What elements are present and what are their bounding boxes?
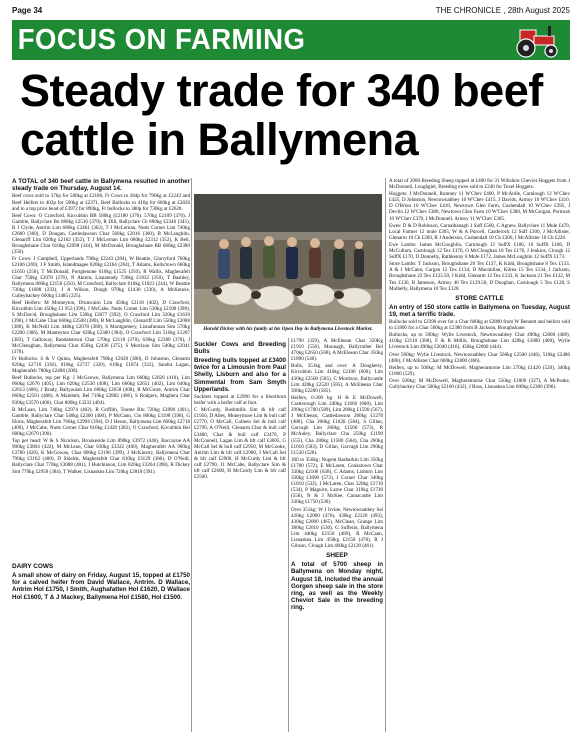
column-1 xyxy=(12,178,190,558)
paragraph: Ewes: D & D Robinson, Carnalbanagh 1 Suff £560, C Agnew, Ballyclare 11 Mule £470, Local Farmer 12 mule £305, W & A Purcell, Castlerock 12 Suff £300, J McAllister, Glenarm 10 Ch £260, R J Anderson, Cushendall 10 Ch £300, I McAllister 10 Ch £220. xyxy=(389,222,570,241)
page-header xyxy=(12,4,570,16)
paragraph: Ewe Lambs: James McGoughlin, Carnlough 12 SuffX £186, 10 SuffX £186, D McCullum, Carnlough 12 Tex £176, O McCloughan 10 Tex £176, J Jenkins, Clough 12 SuffX £170, D Donnelly, Rathkenny 6 Mule £172, James McLoughlin 12 SuffX £173. xyxy=(389,241,570,261)
paragraph: Bullocks, up to 500kg: Wylie Livestock, Newtownabbey Char 490kg £2000 (408), 410kg £2110 (388), F & R Millin, Broughshane Lim 420kg £1680 (400), Wylie Livestock Lim 490kg £2040 (416), 450kg £2000 (444). xyxy=(389,332,570,351)
paragraph: Beef cows sold to 376p for 580kg at £2180, Fr Cows to 284p for 790kg at £2243 and Beef Heifers to 402p for 590kg at £2371. Beef Bullocks to 410p for 660kg at £2826 and to a top price head of £3972 for 890kg, Fr bullocks to 380p for 730kg at £2628. xyxy=(12,193,190,212)
sheep-intro: A total of 5700 sheep in Ballymena on Monday night, August 18, included the annual Gorgen sheep sale in the store ring, as well as the Weekly Cheviot Sale in the breeding ring. xyxy=(291,561,383,612)
column-divider xyxy=(288,338,289,732)
column-divider xyxy=(385,178,386,732)
paragraph: Beef Bullocks, top per Kg: J McGeown, Ballymena Lim 660kg £2826 (410), Lim 660kg £2676 (405), Lim 620kg £2530 (408), Lim 660kg £2651 (402), Lim 640kg £2613 (406), J Brady, Ballyoulah Lim 600kg £2658 (408), R McGuire, Antrim Char 660kg £2561 (408), A Mainbelt, Bel 710kg £2882 (406), S Rodgers, Maghera Char 930kg £3570 (400), Char 800kg £3232 (404). xyxy=(12,375,190,406)
section-banner xyxy=(12,20,570,60)
masthead: THE CHRONICLE , 28th August 2025 xyxy=(435,5,570,15)
paragraph: R McLean, Lim 740kg £2974 (402), R Griffith, Toome Blu 720kg £2890 (401), Gamble, Ballyclare Char 540kg £2300 (400), P McCann, Clo 800kg £3198 (398), G Ekins, Magherafelt Lim 760kg £2994 (394), D J Heron, Ballymena Lim 660kg £2718 (400), J McCabe, Nutts Corner Char 610kg £1420 (382), O Crawford, Kircubbin Bel 680kg £2670 (390). xyxy=(12,406,190,437)
paragraph: C McCurdy, Bushmills Sim & bfr calf £1950, D Alles, Moneymore Lim & bull calf £2770, O McCall, Colleen Sel & bull calf £2790, A O'Neill, Glenarm Char & bull calf £3480, Char & bull calf £3470, P McConnell, Lagan Lim & bfr calf £3005, G McCall Sel & bull calf £2950, M McCooke, Antrim Lim & bfr calf £2900, J McCall Sel & bfr calf £2900, H McCurdy Lim & bfr calf £2790, J1 McCabe, Ballyclare Sim & bfr calf £2600, H McCurdy Lim & bfr calf £2500. xyxy=(194,407,286,481)
tractor-icon xyxy=(504,24,564,58)
paragraph: Beef Heifers: M Monteyton, Drumcairn Lim 450kg £2118 (402), D Crawford, Kircubbin Lim 450kg £1 953 (390), J McCabe, Nutts Corner Lim 530kg £2108 (398), S McDavid, Broughshane Lim 530kg £2077 (392), O Crawford Lim 320kg £1630 (390), J McCabe Char 660kg £2508 (380), B McLaughlin, Glenariff Lim 550kg £2088 (380), K McNeill Lim 440kg £2078 (380), S Montgomery, Lisnafunnan Sim 570kg £2200 (386), M Manteyton Char 620kg £2380 (384), O Crawford Lim 510kg £1207 (383), T Galloway, Randalstown Char 570kg £2118 (378), 630kg £2380 (378), J McClenaghan, Ballymena Char 650kg £2436 (375), S Morrison Sim 540kg £2041 (378). xyxy=(12,300,190,355)
paragraph: Sucklers topped at £2990 for a Shorthorn heifer with a heifer calf at foot. xyxy=(194,394,286,407)
dairy-cows-heading: DAIRY COWS xyxy=(12,563,54,570)
page-number: Page 34 xyxy=(12,5,43,15)
dairy-cows-section xyxy=(12,560,190,732)
paragraph: A total of 2000 Breeding Sheep topped at £400 for 31 Wiltshire Cheviot Hoggets from J McDonnell, Loughgiel, Breeding ewes sold to £240 for Texel Hoggets. xyxy=(389,178,570,191)
sheep-heading: SHEEP xyxy=(326,552,348,560)
paragraph: Store Lambs: T Jackson, Broughshane 20 Tex £137, K Kidd, Broughshane 8 Tex £133, A & J McCann, Cargan 12 Tex £134, D Macmillan, Kilrea 15 Tex £134, I Jackson, Broughshane 23 Tex £133.50, J Kidd, Glenarm 12 Tex £133, K Jackson 21 Tex £132, M Tex £130, B Jameson, Armoy 40 Tex £129.50, D Dooghan, Carnlough 5 Tex £128, S Mulhelly, Ballymena 10 Tex £128. xyxy=(389,261,570,292)
suckler-intro: Breeding bulls topped at £3400 twice for a Limousin from Paul Shelly, Lisburn and also for a Simmental from Sam Smyth Upperlands. xyxy=(194,357,286,393)
paragraph: Heifers, up to 500kg: M McDowell, Magheramorne Lim 270kg £1420 (520), 340kg £1800 (529). xyxy=(389,364,570,377)
paragraph: £1790 (359), A McEleean Char 350Kg £1910 (556), Mounagh, Ballyruther Bel 470kg £2650 (568), A McEleean Char 350kg £1890 (540). xyxy=(291,338,383,363)
dairy-cows-text: A small show of dairy on Friday, August 15, topped at £1750 for a calved heifer from David Wallace, Antrim. D Wallace, Antrim Hol £1750, I Smith, Aughafatten Hol £1620, D Wallace Hol £1600, T & J Mackey, Ballymena Hol £1580, Hol £1500. xyxy=(12,572,190,601)
section-title: FOCUS ON FARMING xyxy=(17,23,306,56)
paragraph: Hoggets: J McDonnell, Rumney 11 W'Chev £400, P McArdle, Carnlough 12 W'Chev £425, D Johnston, Newtownabbey 10 W'Chev £415, J Davids, Armoy 10 W'Chev £410, D O'Brien 10 W'Chev £410, Newtown Glen Farm, Cushendall 10 W'Chev £395, J Devlin 12 W'Chev £380, Newtown Glen Farm 10 W'Chev £380, M McGuigan, Portrush 10 W'Chev £370, I McDonnell, Armoy 11 W'Chev £365. xyxy=(389,191,570,222)
headline: Steady trade for 340 beef cattle in Ballymena xyxy=(20,65,543,165)
store-cattle-intro: An entry of 150 store cattle in Ballymena on Tuesday, August 19, met a terrific trade. xyxy=(389,303,570,318)
suckler-cows-heading: Suckler Cows and Breeding Bulls xyxy=(194,341,286,355)
lead-paragraph: A TOTAL of 340 beef cattle in Ballymena resulted in another steady trade on Thursday, August 14. xyxy=(12,178,190,193)
column-4 xyxy=(389,178,570,732)
paragraph: 300 to 350kg: Nugent Rasharkin Lim 350kg £1780 (572), E McLaren, Cookstown Char 330kg £2100 (638), C Adams, Lisburn Lim 330kg £1890 (573), J Corner Char 340kg £1810 (532), I McLaren, Char 320kg £1710 (534), P Maguire, Larne Char 310kg £1730 (558), N & J McKee, Carnacastle Lim 330kg £1750 (530). xyxy=(291,456,383,506)
paragraph: Top per head: W & S Nicolson, Brookeside Lim 890kg £3972 (446), Baccayne AA 900kg £3804 (422), M McLean, Char 830kg £3322 (400), Magherafelt AA 900kg £3780 (420), K McGowan, Char 800kg £3196 (399), J McKinstry, Ballymena Char 790kg £3162 (400), D Shields, Magherafelt Char 810kg £3129 (386), D O'Neill, Ballyclare Char 770kg £3088 (401), J Hutchinson, Lim 820kg £3264 (398), R Dickey Sim 770kg £2958 (384), T Walker, Lisnaskea Lim 720kg £2818 (391). xyxy=(12,438,190,475)
column-3 xyxy=(291,338,383,732)
column-2 xyxy=(194,338,286,732)
column-divider xyxy=(191,178,192,732)
photo-caption: Harold Dickey with his family at his Open Day in Ballymena Livestock Market. xyxy=(203,326,373,332)
paragraph: Over 351kg: W J Irvine, Newtownabbey Sel 420kg £2000 (476), 430kg £2120 (493), 430kg £2000 (465), McClean, Grange Lim 380kg £2010 (530), G Sufferin, Ballymena Lim 440kg £2150 (489), R McCann, Lisnaskea Lim 450kg £2150 (478), R J Gibson, Clough Lim 460kg £2120 (461). xyxy=(291,506,383,550)
paragraph: Beef Cows: O Crawford, Kircubbin BB 580kg (£2180 (376). 570kg £2109 (370), J Gamble, Ballyclare Bn 680kg £2516 (370), R Dill, Ballyclare Ch 680kg £2346 (345), B J Clyde, Antrim Lim 680kg £2461 (362), T J McLernan, Nutts Corner Lim 740kg £2660 (360), D Dougan, Castledawson Char 560kg £2016 (360), B McLaughlin, Glenariff Lim 620kg £2162 (352), T J McLernan Lim 680kg £2312 (352), K Bell, Broughshane Char 610kg £2098 (344), M McDonald, Broughshane BB 680kg £2380 (350). xyxy=(12,212,190,256)
paragraph: Over 500kg: M McDowell, Magheramorne Char 550kg £1800 (327), A McPeake, Cullybackey Char 500kg £2160 (432), J Ross, Lisnaskea Lim 600kg £2380 (396). xyxy=(389,377,570,391)
paragraph: Over 500kg: Wylie Livestock, Newtownabbey Char 560kg £2500 (446), 510kg £2480 (486), J McAllister Char 600kg £2800 (466). xyxy=(389,351,570,364)
paragraph: Bulls, 351kg and over: A Dougherty, Kircubbin Lim 410kg £2100 (600), Lim 430kg £2500 (585), C Morrison, Ballycastle Lim 420kg £2520 (585), A McEleean Char 390kg £2280 (585). xyxy=(291,363,383,394)
paragraph: Heifers, 0-300 kg: H & E McDowell, Castlerough Lim 240kg £1660 (680), Lim 290kg £1700 (589), Lim 280kg £1590 (567), J McEleean, Castledawson 260kg £1270 (488), Cha 200kg £1620 (584), S Gillan, Garvagh Lim 260kg £1560 (573), R McAuley, Ballyclare Cha 250kg £1190 (555), Cha 280kg £1580 (564), Cha 260kg £1610 (583), D Gillan, Garvagh Lim 290kg £1530 (528). xyxy=(291,394,383,456)
paragraph: Bullocks sold to £2390 over for a Char 600kg at £2800 from W Bennett and heifers sold to £1800 for a Char 500kg at £2380 from B Jackson, Broughshane. xyxy=(389,319,570,332)
store-cattle-heading: STORE CATTLE xyxy=(455,294,504,302)
paragraph: Fr Bullocks: S & V Quinn, Magherafelt 790kg £2628 (380), D Johnston, Glenarm 820kg £2716 (330), 810kg £2737 (320), 610kg £1874 (322), Sandra Lagan, Magherafelt 780kg £2408 (308). xyxy=(12,355,190,375)
market-photo xyxy=(194,194,382,324)
paragraph: Fr Cows: J Campbell, Upperlands 790kg £2243 (284), W Beattie, Glarryford 760kg £2106 (269), J F Smith, Islandmagee 820kg £2164 (264), T Adams, Kells/town 660kg £1650 (250), T McDonald, Portglenone 610kg £1525 (250), R Wallis, Magherafelt Char 750kg £2070 (276), N Akmin, Lisnaready 730kg £1832 (250), T Bashley, Ballymena 860kg £2150 (250), M Crawford, Ballyclare 610kg £1823 (244), W Beattie 730kg £1688 (233), J A Wilson, Dough 970kg £1430 (230), A McKenzie, Culleybackey 660kg £1485 (225). xyxy=(12,256,190,299)
